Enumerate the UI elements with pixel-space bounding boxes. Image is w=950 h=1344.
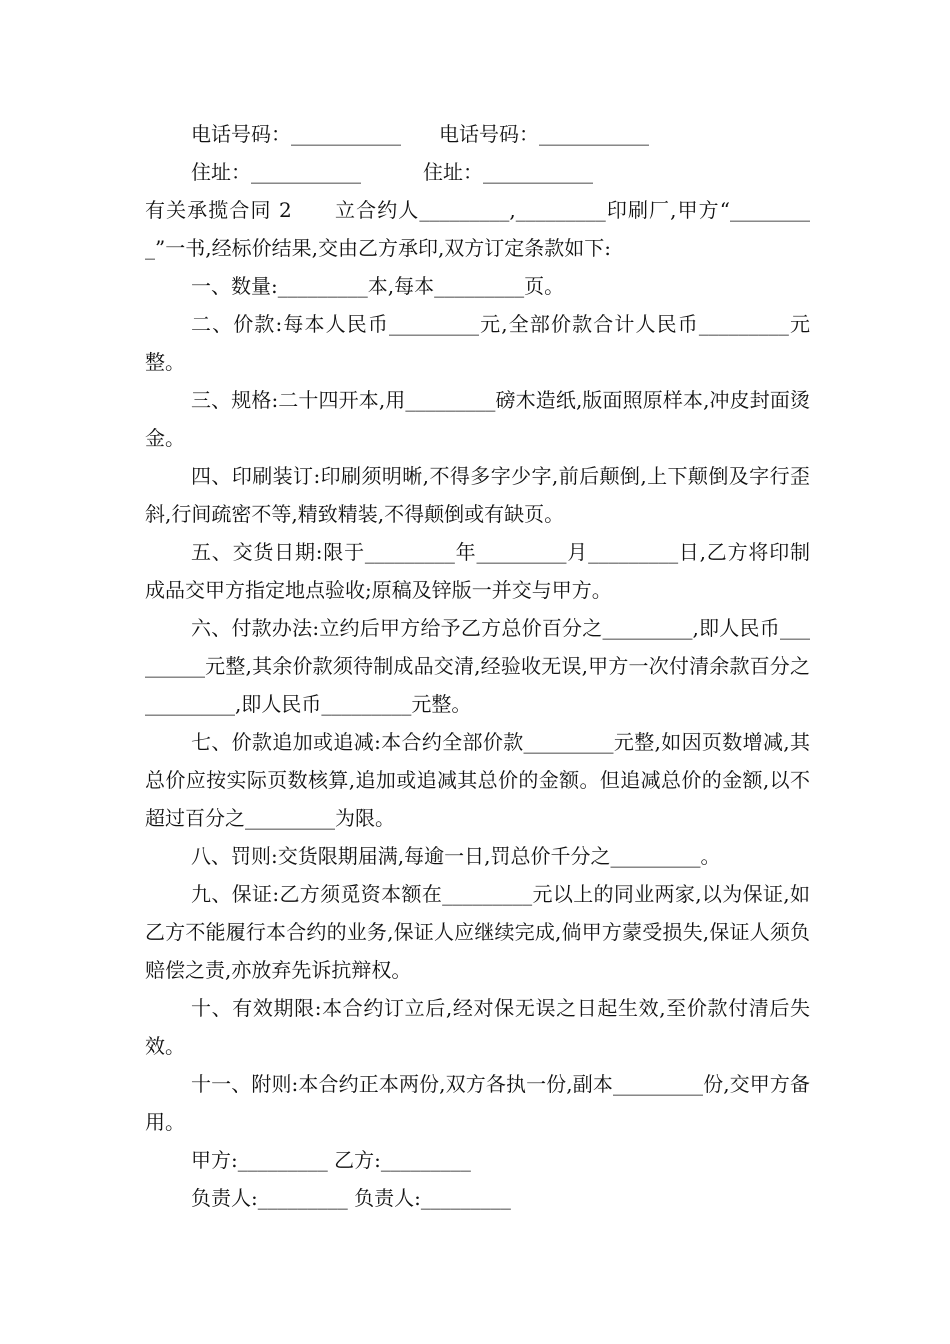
clause-6: 六、付款办法:立约后甲方给予乙方总价百分之_________,即人民币_________元整,其余价款须待制成品交清,经验收无误,甲方一次付清余款百分之_________,即人民币_________元整。 <box>145 616 810 716</box>
contract-body <box>145 115 810 1217</box>
contract-title-line: 有关承揽合同 2 立合约人_________,_________印刷厂,甲方“_________”一书,经标价结果,交由乙方承印,双方订定条款如下: <box>145 198 810 260</box>
clause-1: 一、数量:_________本,每本_________页。 <box>191 274 565 298</box>
clause-9: 九、保证:乙方须觅资本额在_________元以上的同业两家,以为保证,如乙方不能履行本合约的业务,保证人应继续完成,倘甲方蒙受损失,保证人须负赔偿之责,亦放弃先诉抗辩权。 <box>145 882 810 982</box>
party-b-phone: 电话号码：___________ <box>439 122 649 146</box>
clause-11: 十一、附则:本合约正本两份,双方各执一份,副本_________份,交甲方备用。 <box>145 1072 810 1134</box>
clause-2: 二、价款:每本人民币_________元,全部价款合计人民币_________元整。 <box>145 312 810 374</box>
clause-7: 七、价款追加或追减:本合约全部价款_________元整,如因页数增减,其总价应按实际页数核算,追加或追减其总价的金额。但追减总价的金额,以不超过百分之_________为限。 <box>145 730 810 830</box>
clause-8: 八、罚则:交货限期届满,每逾一日,罚总价千分之_________。 <box>191 844 721 868</box>
party-b-address: 住址：___________ <box>423 160 593 184</box>
clause-10: 十、有效期限:本合约订立后,经对保无误之日起生效,至价款付清后失效。 <box>145 996 810 1058</box>
clause-4: 四、印刷装订:印刷须明晰,不得多字少字,前后颠倒,上下颠倒及字行歪斜,行间疏密不等,精致精装,不得颠倒或有缺页。 <box>145 464 810 526</box>
party-a-address: 住址：___________ <box>191 160 361 184</box>
clause-5: 五、交货日期:限于_________年_________月_________日,乙方将印制成品交甲方指定地点验收;原稿及锌版一并交与甲方。 <box>145 540 810 602</box>
phone-row <box>145 115 810 153</box>
clause-3: 三、规格:二十四开本,用_________磅木造纸,版面照原样本,冲皮封面烫金。 <box>145 388 810 450</box>
address-row <box>145 153 810 191</box>
signature-parties: 甲方:_________ 乙方:_________ <box>191 1148 471 1172</box>
party-a-phone: 电话号码：___________ <box>191 122 401 146</box>
signature-responsible: 负责人:_________ 负责人:_________ <box>191 1186 511 1210</box>
